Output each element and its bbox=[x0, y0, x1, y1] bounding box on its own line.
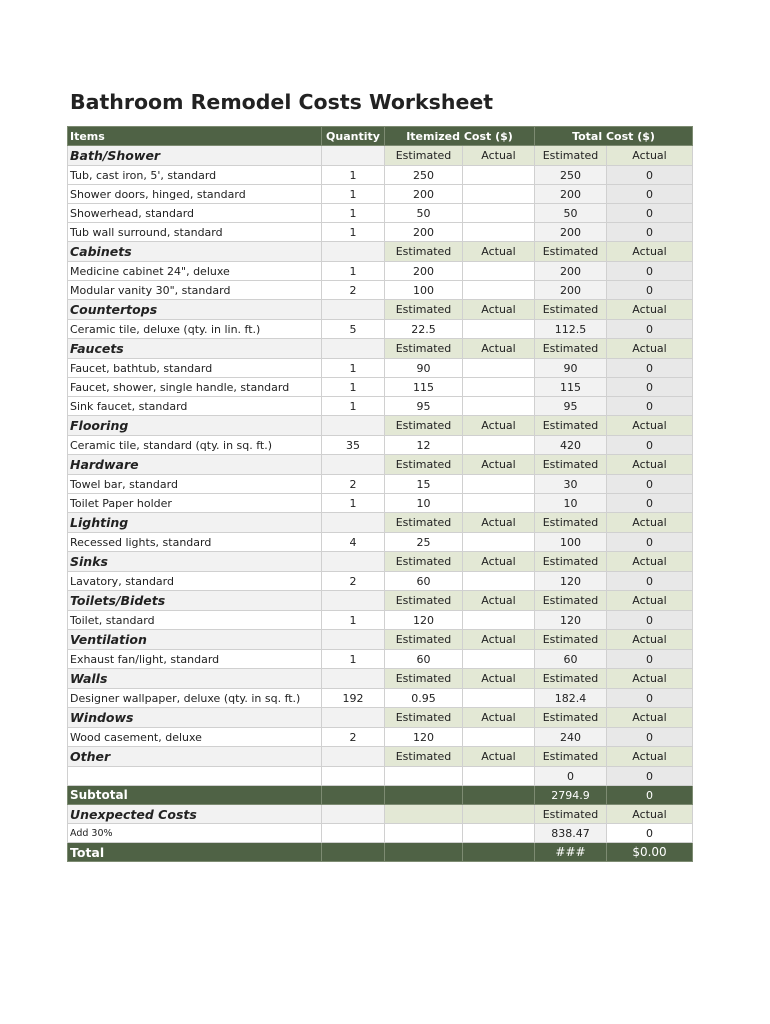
item-name-cell[interactable]: Towel bar, standard bbox=[68, 475, 322, 494]
total-actual-cell: 0 bbox=[607, 166, 693, 185]
category-row bbox=[68, 708, 693, 728]
total-estimated-label: Estimated bbox=[535, 708, 607, 728]
unexpected-actual-label: Actual bbox=[607, 805, 693, 824]
total-estimated-label: Estimated bbox=[535, 552, 607, 572]
unexpected-spacer bbox=[463, 805, 535, 824]
itemized-actual-cell[interactable] bbox=[463, 494, 535, 513]
total-actual-label: Actual bbox=[607, 455, 693, 475]
quantity-cell[interactable]: 192 bbox=[322, 689, 385, 708]
total-estimated-label: Estimated bbox=[535, 591, 607, 611]
total-spacer bbox=[322, 843, 385, 862]
total-label: Total bbox=[68, 843, 322, 862]
total-actual-label: Actual bbox=[607, 552, 693, 572]
table-row bbox=[68, 533, 693, 552]
itemized-estimated-label: Estimated bbox=[385, 416, 463, 436]
itemized-actual-cell[interactable] bbox=[463, 475, 535, 494]
subtotal-label: Subtotal bbox=[68, 786, 322, 805]
itemized-actual-label: Actual bbox=[463, 513, 535, 533]
total-estimated-label: Estimated bbox=[535, 455, 607, 475]
quantity-cell[interactable]: 1 bbox=[322, 494, 385, 513]
item-name-cell[interactable]: Ceramic tile, deluxe (qty. in lin. ft.) bbox=[68, 320, 322, 339]
itemized-actual-cell[interactable] bbox=[463, 436, 535, 455]
total-actual-label: Actual bbox=[607, 669, 693, 689]
total-actual-cell: 0 bbox=[607, 320, 693, 339]
category-spacer bbox=[322, 669, 385, 689]
itemized-estimated-label: Estimated bbox=[385, 455, 463, 475]
item-name-cell[interactable]: Faucet, shower, single handle, standard bbox=[68, 378, 322, 397]
itemized-estimated-cell[interactable]: 200 bbox=[385, 262, 463, 281]
table-row bbox=[68, 378, 693, 397]
item-name-cell[interactable]: Faucet, bathtub, standard bbox=[68, 359, 322, 378]
itemized-estimated-label: Estimated bbox=[385, 552, 463, 572]
itemized-estimated-cell[interactable]: 0.95 bbox=[385, 689, 463, 708]
category-row bbox=[68, 455, 693, 475]
total-estimated-label: Estimated bbox=[535, 416, 607, 436]
unexpected-estimated-label: Estimated bbox=[535, 805, 607, 824]
quantity-cell[interactable]: 2 bbox=[322, 475, 385, 494]
itemized-actual-cell[interactable] bbox=[463, 281, 535, 300]
item-name-cell[interactable]: Designer wallpaper, deluxe (qty. in sq. ft.) bbox=[68, 689, 322, 708]
quantity-cell[interactable]: 1 bbox=[322, 166, 385, 185]
total-estimated-cell: 95 bbox=[535, 397, 607, 416]
itemized-actual-label: Actual bbox=[463, 630, 535, 650]
item-name-cell[interactable]: Ceramic tile, standard (qty. in sq. ft.) bbox=[68, 436, 322, 455]
table-row bbox=[68, 475, 693, 494]
total-spacer bbox=[463, 843, 535, 862]
category-spacer bbox=[322, 455, 385, 475]
itemized-estimated-cell[interactable]: 10 bbox=[385, 494, 463, 513]
page-title: Bathroom Remodel Costs Worksheet bbox=[70, 90, 494, 114]
total-estimated-cell: 200 bbox=[535, 223, 607, 242]
total-actual-cell: 0 bbox=[607, 728, 693, 747]
total-estimated-label: Estimated bbox=[535, 513, 607, 533]
itemized-actual-label: Actual bbox=[463, 416, 535, 436]
total-actual-cell: 0 bbox=[607, 436, 693, 455]
category-name: Ventilation bbox=[68, 630, 322, 650]
subtotal-spacer bbox=[385, 786, 463, 805]
quantity-cell[interactable] bbox=[322, 767, 385, 786]
quantity-cell[interactable]: 35 bbox=[322, 436, 385, 455]
add-spacer[interactable] bbox=[385, 824, 463, 843]
total-estimated-cell: 120 bbox=[535, 611, 607, 630]
item-name-cell[interactable]: Tub, cast iron, 5', standard bbox=[68, 166, 322, 185]
itemized-actual-cell[interactable] bbox=[463, 689, 535, 708]
category-spacer bbox=[322, 242, 385, 262]
itemized-estimated-label: Estimated bbox=[385, 630, 463, 650]
total-estimated-cell: 250 bbox=[535, 166, 607, 185]
itemized-actual-cell[interactable] bbox=[463, 650, 535, 669]
itemized-actual-label: Actual bbox=[463, 339, 535, 359]
total-spacer bbox=[385, 843, 463, 862]
table-row bbox=[68, 262, 693, 281]
total-actual-cell: 0 bbox=[607, 494, 693, 513]
quantity-cell[interactable]: 1 bbox=[322, 204, 385, 223]
add-spacer[interactable] bbox=[322, 824, 385, 843]
total-actual-cell: 0 bbox=[607, 475, 693, 494]
category-spacer bbox=[322, 552, 385, 572]
quantity-cell[interactable]: 2 bbox=[322, 728, 385, 747]
item-name-cell[interactable]: Medicine cabinet 24", deluxe bbox=[68, 262, 322, 281]
table-row bbox=[68, 281, 693, 300]
total-actual-cell: 0 bbox=[607, 689, 693, 708]
itemized-estimated-cell[interactable]: 115 bbox=[385, 378, 463, 397]
total-actual-cell: 0 bbox=[607, 204, 693, 223]
itemized-actual-cell[interactable] bbox=[463, 185, 535, 204]
table-row bbox=[68, 572, 693, 591]
category-row bbox=[68, 591, 693, 611]
total-actual-cell: 0 bbox=[607, 185, 693, 204]
subtotal-estimated: 2794.9 bbox=[535, 786, 607, 805]
total-estimated-cell: 200 bbox=[535, 185, 607, 204]
category-spacer bbox=[322, 708, 385, 728]
category-name: Toilets/Bidets bbox=[68, 591, 322, 611]
total-estimated-label: Estimated bbox=[535, 339, 607, 359]
category-name: Walls bbox=[68, 669, 322, 689]
category-row bbox=[68, 669, 693, 689]
total-estimated-label: Estimated bbox=[535, 630, 607, 650]
total-actual-label: Actual bbox=[607, 416, 693, 436]
unexpected-spacer bbox=[322, 805, 385, 824]
itemized-actual-label: Actual bbox=[463, 708, 535, 728]
itemized-estimated-label: Estimated bbox=[385, 339, 463, 359]
category-name: Faucets bbox=[68, 339, 322, 359]
table-row bbox=[68, 494, 693, 513]
quantity-cell[interactable]: 1 bbox=[322, 223, 385, 242]
item-name-cell[interactable]: Modular vanity 30", standard bbox=[68, 281, 322, 300]
total-estimated-cell: 90 bbox=[535, 359, 607, 378]
table-row bbox=[68, 359, 693, 378]
item-name-cell[interactable] bbox=[68, 767, 322, 786]
quantity-cell[interactable]: 1 bbox=[322, 185, 385, 204]
quantity-cell[interactable]: 1 bbox=[322, 378, 385, 397]
itemized-estimated-label: Estimated bbox=[385, 747, 463, 767]
category-row bbox=[68, 339, 693, 359]
table-row bbox=[68, 436, 693, 455]
itemized-estimated-cell[interactable]: 250 bbox=[385, 166, 463, 185]
category-spacer bbox=[322, 146, 385, 166]
itemized-actual-cell[interactable] bbox=[463, 728, 535, 747]
category-spacer bbox=[322, 630, 385, 650]
total-estimated-cell: 240 bbox=[535, 728, 607, 747]
total-estimated-cell: 100 bbox=[535, 533, 607, 552]
subtotal-row bbox=[68, 786, 693, 805]
total-actual-cell: 0 bbox=[607, 359, 693, 378]
itemized-actual-cell[interactable] bbox=[463, 533, 535, 552]
total-estimated-cell: 200 bbox=[535, 262, 607, 281]
category-spacer bbox=[322, 513, 385, 533]
category-name: Hardware bbox=[68, 455, 322, 475]
table-row bbox=[68, 320, 693, 339]
itemized-estimated-label: Estimated bbox=[385, 146, 463, 166]
table-row bbox=[68, 611, 693, 630]
category-spacer bbox=[322, 591, 385, 611]
itemized-actual-cell[interactable] bbox=[463, 378, 535, 397]
category-spacer bbox=[322, 416, 385, 436]
category-row bbox=[68, 552, 693, 572]
quantity-cell[interactable]: 1 bbox=[322, 397, 385, 416]
itemized-estimated-cell[interactable]: 60 bbox=[385, 572, 463, 591]
itemized-actual-cell[interactable] bbox=[463, 767, 535, 786]
itemized-estimated-cell[interactable]: 50 bbox=[385, 204, 463, 223]
category-name: Other bbox=[68, 747, 322, 767]
category-name: Lighting bbox=[68, 513, 322, 533]
itemized-actual-cell[interactable] bbox=[463, 572, 535, 591]
unexpected-spacer bbox=[385, 805, 463, 824]
itemized-estimated-cell[interactable]: 100 bbox=[385, 281, 463, 300]
total-actual-cell: 0 bbox=[607, 281, 693, 300]
total-estimated: ### bbox=[535, 843, 607, 862]
table-row bbox=[68, 767, 693, 786]
total-estimated-cell: 420 bbox=[535, 436, 607, 455]
itemized-estimated-cell[interactable]: 120 bbox=[385, 611, 463, 630]
category-row bbox=[68, 300, 693, 320]
quantity-cell[interactable]: 4 bbox=[322, 533, 385, 552]
itemized-actual-cell[interactable] bbox=[463, 320, 535, 339]
category-row bbox=[68, 747, 693, 767]
itemized-estimated-label: Estimated bbox=[385, 300, 463, 320]
quantity-cell[interactable]: 5 bbox=[322, 320, 385, 339]
total-estimated-cell: 200 bbox=[535, 281, 607, 300]
table-row bbox=[68, 650, 693, 669]
itemized-actual-cell[interactable] bbox=[463, 262, 535, 281]
subtotal-spacer bbox=[322, 786, 385, 805]
total-actual-label: Actual bbox=[607, 708, 693, 728]
item-name-cell[interactable]: Lavatory, standard bbox=[68, 572, 322, 591]
total-row bbox=[68, 843, 693, 862]
itemized-actual-label: Actual bbox=[463, 552, 535, 572]
table-row bbox=[68, 397, 693, 416]
total-actual-cell: 0 bbox=[607, 223, 693, 242]
unexpected-costs-row bbox=[68, 805, 693, 824]
quantity-cell[interactable]: 1 bbox=[322, 262, 385, 281]
item-name-cell[interactable]: Showerhead, standard bbox=[68, 204, 322, 223]
item-name-cell[interactable]: Recessed lights, standard bbox=[68, 533, 322, 552]
total-actual-label: Actual bbox=[607, 747, 693, 767]
item-name-cell[interactable]: Exhaust fan/light, standard bbox=[68, 650, 322, 669]
header-items: Items bbox=[68, 127, 322, 146]
total-actual-label: Actual bbox=[607, 513, 693, 533]
item-name-cell[interactable]: Sink faucet, standard bbox=[68, 397, 322, 416]
category-row bbox=[68, 513, 693, 533]
total-estimated-cell: 30 bbox=[535, 475, 607, 494]
table-row bbox=[68, 166, 693, 185]
category-row bbox=[68, 242, 693, 262]
itemized-estimated-label: Estimated bbox=[385, 708, 463, 728]
total-estimated-cell: 182.4 bbox=[535, 689, 607, 708]
add-percent-label: Add 30% bbox=[68, 824, 322, 843]
total-estimated-cell: 0 bbox=[535, 767, 607, 786]
category-row bbox=[68, 146, 693, 166]
quantity-cell[interactable]: 1 bbox=[322, 611, 385, 630]
itemized-actual-cell[interactable] bbox=[463, 204, 535, 223]
total-actual-cell: 0 bbox=[607, 767, 693, 786]
total-estimated-label: Estimated bbox=[535, 747, 607, 767]
quantity-cell[interactable]: 2 bbox=[322, 281, 385, 300]
itemized-estimated-cell[interactable]: 90 bbox=[385, 359, 463, 378]
total-estimated-cell: 112.5 bbox=[535, 320, 607, 339]
quantity-cell[interactable]: 1 bbox=[322, 650, 385, 669]
itemized-estimated-cell[interactable]: 95 bbox=[385, 397, 463, 416]
itemized-actual-cell[interactable] bbox=[463, 359, 535, 378]
itemized-estimated-label: Estimated bbox=[385, 669, 463, 689]
itemized-estimated-cell[interactable] bbox=[385, 767, 463, 786]
total-actual-label: Actual bbox=[607, 242, 693, 262]
total-estimated-label: Estimated bbox=[535, 146, 607, 166]
total-actual-cell: 0 bbox=[607, 533, 693, 552]
item-name-cell[interactable]: Tub wall surround, standard bbox=[68, 223, 322, 242]
total-actual-label: Actual bbox=[607, 591, 693, 611]
subtotal-spacer bbox=[463, 786, 535, 805]
category-spacer bbox=[322, 300, 385, 320]
total-estimated-label: Estimated bbox=[535, 242, 607, 262]
itemized-estimated-cell[interactable]: 60 bbox=[385, 650, 463, 669]
table-row bbox=[68, 185, 693, 204]
category-name: Sinks bbox=[68, 552, 322, 572]
itemized-estimated-label: Estimated bbox=[385, 513, 463, 533]
table-row bbox=[68, 204, 693, 223]
total-estimated-label: Estimated bbox=[535, 669, 607, 689]
total-estimated-cell: 60 bbox=[535, 650, 607, 669]
total-actual-cell: 0 bbox=[607, 611, 693, 630]
itemized-actual-label: Actual bbox=[463, 747, 535, 767]
header-total-cost: Total Cost ($) bbox=[535, 127, 693, 146]
unexpected-costs-label: Unexpected Costs bbox=[68, 805, 322, 824]
itemized-estimated-label: Estimated bbox=[385, 242, 463, 262]
item-name-cell[interactable]: Shower doors, hinged, standard bbox=[68, 185, 322, 204]
itemized-actual-label: Actual bbox=[463, 591, 535, 611]
quantity-cell[interactable]: 2 bbox=[322, 572, 385, 591]
category-spacer bbox=[322, 339, 385, 359]
subtotal-actual: 0 bbox=[607, 786, 693, 805]
itemized-actual-cell[interactable] bbox=[463, 611, 535, 630]
total-actual-cell: 0 bbox=[607, 572, 693, 591]
category-name: Windows bbox=[68, 708, 322, 728]
itemized-estimated-cell[interactable]: 25 bbox=[385, 533, 463, 552]
itemized-estimated-cell[interactable]: 120 bbox=[385, 728, 463, 747]
column-header-row bbox=[68, 127, 693, 146]
category-row bbox=[68, 630, 693, 650]
total-estimated-cell: 120 bbox=[535, 572, 607, 591]
category-spacer bbox=[322, 747, 385, 767]
itemized-actual-label: Actual bbox=[463, 455, 535, 475]
total-actual-label: Actual bbox=[607, 339, 693, 359]
itemized-estimated-cell[interactable]: 12 bbox=[385, 436, 463, 455]
quantity-cell[interactable]: 1 bbox=[322, 359, 385, 378]
itemized-actual-label: Actual bbox=[463, 242, 535, 262]
header-quantity: Quantity bbox=[322, 127, 385, 146]
category-name: Cabinets bbox=[68, 242, 322, 262]
item-name-cell[interactable]: Toilet Paper holder bbox=[68, 494, 322, 513]
unexpected-estimated: 838.47 bbox=[535, 824, 607, 843]
itemized-estimated-cell[interactable]: 200 bbox=[385, 223, 463, 242]
category-name: Countertops bbox=[68, 300, 322, 320]
table-row bbox=[68, 689, 693, 708]
total-actual-cell: 0 bbox=[607, 262, 693, 281]
total-estimated-cell: 10 bbox=[535, 494, 607, 513]
itemized-actual-label: Actual bbox=[463, 300, 535, 320]
itemized-actual-label: Actual bbox=[463, 146, 535, 166]
table-row bbox=[68, 728, 693, 747]
category-name: Flooring bbox=[68, 416, 322, 436]
table-row bbox=[68, 223, 693, 242]
unexpected-actual: 0 bbox=[607, 824, 693, 843]
category-name: Bath/Shower bbox=[68, 146, 322, 166]
header-itemized-cost: Itemized Cost ($) bbox=[385, 127, 535, 146]
total-actual-cell: 0 bbox=[607, 378, 693, 397]
total-actual: $0.00 bbox=[607, 843, 693, 862]
total-estimated-label: Estimated bbox=[535, 300, 607, 320]
itemized-actual-cell[interactable] bbox=[463, 397, 535, 416]
itemized-estimated-cell[interactable]: 200 bbox=[385, 185, 463, 204]
total-actual-cell: 0 bbox=[607, 650, 693, 669]
itemized-estimated-cell[interactable]: 15 bbox=[385, 475, 463, 494]
itemized-actual-cell[interactable] bbox=[463, 223, 535, 242]
item-name-cell[interactable]: Toilet, standard bbox=[68, 611, 322, 630]
total-estimated-cell: 50 bbox=[535, 204, 607, 223]
cost-worksheet-table bbox=[67, 126, 693, 862]
category-row bbox=[68, 416, 693, 436]
add-percent-row bbox=[68, 824, 693, 843]
itemized-actual-cell[interactable] bbox=[463, 166, 535, 185]
total-actual-label: Actual bbox=[607, 146, 693, 166]
item-name-cell[interactable]: Wood casement, deluxe bbox=[68, 728, 322, 747]
itemized-estimated-cell[interactable]: 22.5 bbox=[385, 320, 463, 339]
total-actual-cell: 0 bbox=[607, 397, 693, 416]
total-estimated-cell: 115 bbox=[535, 378, 607, 397]
total-actual-label: Actual bbox=[607, 630, 693, 650]
itemized-actual-label: Actual bbox=[463, 669, 535, 689]
itemized-estimated-label: Estimated bbox=[385, 591, 463, 611]
total-actual-label: Actual bbox=[607, 300, 693, 320]
add-spacer[interactable] bbox=[463, 824, 535, 843]
